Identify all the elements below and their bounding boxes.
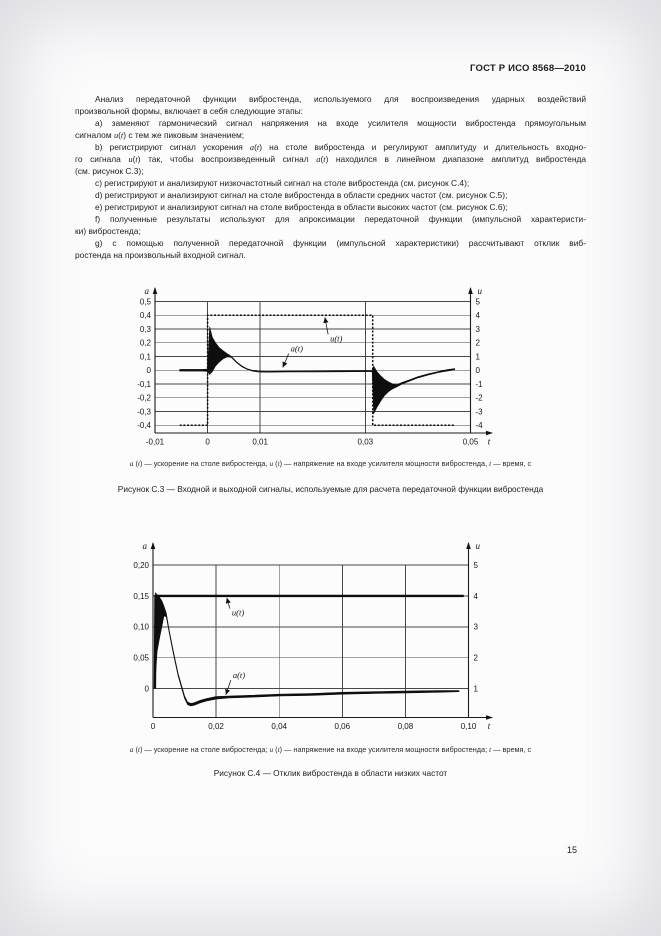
left-tick-label: 0,10 bbox=[133, 622, 149, 632]
figure-c4-caption: Рисунок С.4 — Отклик вибростенда в области низких частот bbox=[213, 768, 448, 778]
right-tick-label: 0 bbox=[475, 366, 480, 376]
left-tick-label: -0,3 bbox=[137, 407, 151, 417]
body-line: a) заменяют гармонический сигнал напряжения на входе усилителя мощности вибростенда прямоугольным bbox=[95, 118, 586, 128]
x-tick-label: 0,05 bbox=[462, 437, 479, 447]
x-tick-label: 0,04 bbox=[271, 722, 287, 731]
curve-label: u(t) bbox=[231, 607, 245, 618]
page-header-title: ГОСТ Р ИСО 8568—2010 bbox=[470, 63, 586, 74]
x-tick-label: 0 bbox=[205, 437, 210, 447]
right-tick-label: 5 bbox=[475, 297, 480, 307]
x-tick-label: 0,03 bbox=[357, 437, 374, 447]
series-u bbox=[155, 596, 464, 689]
body-line: сигналом u(t) с тем же пиковым значением; bbox=[75, 130, 245, 140]
x-tick-label: 0,06 bbox=[334, 722, 351, 731]
body-line: Анализ передаточной функции вибростенда, используемого для воспроизведения ударных воздействий bbox=[95, 94, 586, 104]
x-tick-label: 0,02 bbox=[208, 722, 224, 731]
right-tick-label: -2 bbox=[475, 393, 483, 403]
left-axis-label: a bbox=[142, 541, 147, 551]
right-tick-label: 4 bbox=[475, 311, 480, 321]
left-tick-label: 0,20 bbox=[133, 560, 149, 570]
x-tick-label: 0,01 bbox=[252, 437, 268, 447]
x-tick-label: -0,01 bbox=[145, 437, 165, 447]
right-axis-label: u bbox=[477, 286, 482, 296]
body-line: ростенда на произвольный входной сигнал. bbox=[75, 250, 246, 260]
body-line: f) полученные результаты используют для апроксимации передаточной функции (импульсной характеристи- bbox=[95, 214, 586, 224]
right-tick-label: 1 bbox=[473, 684, 478, 694]
left-tick-label: -0,2 bbox=[137, 393, 151, 403]
body-line: c) регистрируют и анализируют низкочастотный сигнал на столе вибростенда (см. рисунок С.4); bbox=[95, 178, 470, 188]
left-tick-label: 0,4 bbox=[139, 311, 151, 321]
right-tick-label: -3 bbox=[475, 407, 483, 417]
figure-c3-plot bbox=[0, 276, 661, 456]
right-tick-label: -1 bbox=[475, 379, 483, 389]
right-tick-label: 1 bbox=[475, 352, 480, 362]
right-tick-label: 2 bbox=[473, 653, 478, 663]
curve-label: a(t) bbox=[232, 670, 246, 681]
body-line: произвольной формы, включает в себя следующие этапы: bbox=[75, 106, 303, 116]
x-axis-label: t bbox=[487, 721, 491, 731]
figure-c4-plot bbox=[0, 536, 661, 740]
left-tick-label: 0,1 bbox=[139, 352, 151, 362]
body-line: b) регистрируют сигнал ускорения a(t) на столе вибростенда и регулируют амплитуду и длительность входно- bbox=[95, 142, 586, 152]
left-tick-label: -0,4 bbox=[137, 421, 151, 431]
body-line: g) с помощью полученной передаточной функции (импульсной характеристики) рассчитывают отклик виб- bbox=[95, 238, 586, 248]
left-axis-label: a bbox=[144, 286, 149, 296]
body-line: ки) вибростенда; bbox=[75, 226, 141, 236]
figure-c3-caption: Рисунок С.3 — Входной и выходной сигналы, используемые для расчета передаточной функции вибростенда bbox=[117, 484, 544, 494]
right-tick-label: 5 bbox=[473, 560, 478, 570]
left-tick-label: 0 bbox=[146, 366, 151, 376]
x-tick-label: 0 bbox=[150, 722, 156, 731]
right-tick-label: -4 bbox=[475, 421, 483, 431]
left-tick-label: 0,3 bbox=[139, 324, 151, 334]
right-tick-label: 3 bbox=[475, 324, 480, 334]
left-tick-label: 0,15 bbox=[133, 591, 149, 601]
body-line: d) регистрируют и анализируют сигнал на столе вибростенда в области средних частот (см. рисунок С.5); bbox=[95, 190, 508, 200]
left-tick-label: 0 bbox=[144, 684, 149, 694]
x-axis-label: t bbox=[487, 436, 491, 447]
right-tick-label: 2 bbox=[475, 338, 480, 348]
left-tick-label: 0,5 bbox=[139, 297, 151, 307]
left-tick-label: 0,05 bbox=[133, 653, 149, 663]
curve-label: a(t) bbox=[290, 343, 303, 354]
left-tick-label: 0,2 bbox=[139, 338, 151, 348]
body-line: e) регистрируют и анализируют сигнал на столе вибростенда в области высоких частот (см. рисунок С.6); bbox=[95, 202, 508, 212]
figure-c4-legend: a (t) — ускорение на столе вибростенда; u (t) — напряжение на входе усилителя мощности вибростенда; t — время, с bbox=[129, 745, 532, 754]
x-tick-label: 0,08 bbox=[397, 722, 414, 731]
body-text bbox=[75, 93, 586, 261]
left-tick-label: -0,1 bbox=[137, 379, 151, 389]
body-line: го сигнала u(t) так, чтобы воспроизведенный сигнал a(t) находился в линейном диапазоне амплитуд вибростенда bbox=[75, 154, 586, 164]
figure-c3-legend: a (t) — ускорение на столе вибростенда, u (t) — напряжение на входе усилителя мощности вибростенда, t — время, с bbox=[129, 459, 532, 468]
curve-label: u(t) bbox=[330, 333, 343, 344]
page-number: 15 bbox=[566, 845, 577, 855]
body-line: (см. рисунок С.3); bbox=[75, 166, 144, 176]
right-axis-label: u bbox=[475, 541, 480, 551]
right-tick-label: 4 bbox=[473, 591, 478, 601]
x-tick-label: 0,10 bbox=[460, 722, 477, 731]
right-tick-label: 3 bbox=[473, 622, 478, 632]
